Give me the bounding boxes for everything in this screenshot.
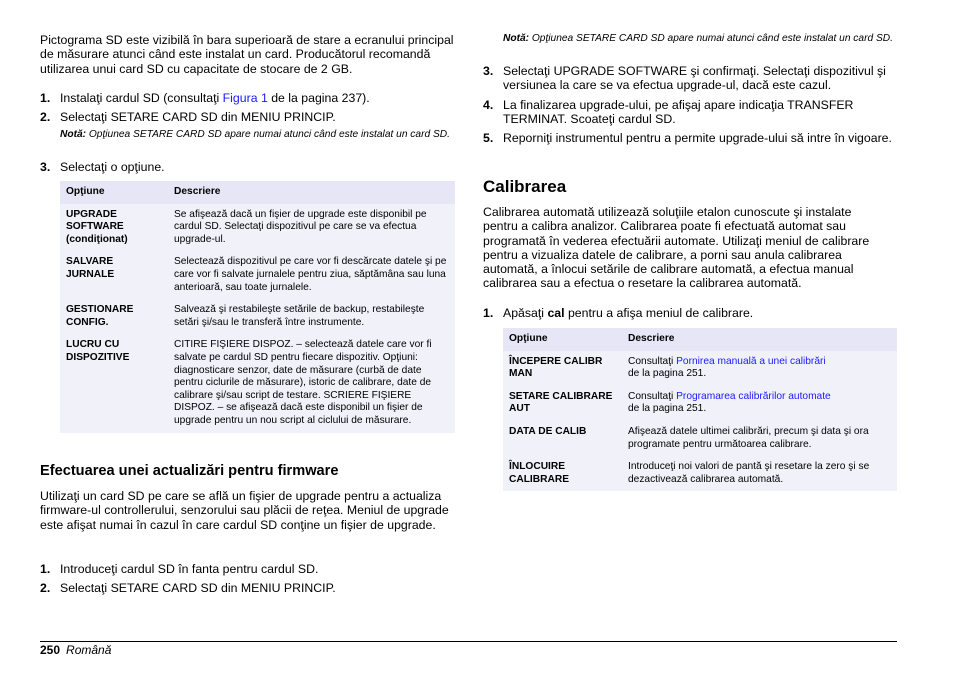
- option-name: SETARE CALIBRARE AUT: [503, 386, 622, 421]
- step-number: 3.: [40, 160, 51, 174]
- step-select-option: [40, 160, 455, 174]
- option-description: Selectează dispozitivul pe care vor fi descărcate datele şi pe care vor fi salvate jurnalele pentru ziua, săptămâna sau luna anterioară, sau toate jurnalele.: [168, 251, 455, 299]
- table-header-row: [503, 328, 897, 351]
- calibration-heading: Calibrarea: [483, 177, 567, 196]
- sd-intro-paragraph: Pictograma SD este vizibilă în bara superioară de stare a ecranului principal de măsurare atunci când este instalat un card. Producătorul recomandă utilizarea unui card SD cu capacitate de stocare de 2 GB.: [40, 33, 454, 76]
- table-row: [60, 299, 455, 334]
- table-header-option: Opţiune: [503, 328, 622, 351]
- option-name: ÎNLOCUIRE CALIBRARE: [503, 456, 622, 491]
- step-number: 5.: [483, 131, 494, 145]
- option-name: SALVARE JURNALE: [60, 251, 168, 299]
- step-text: Introduceţi cardul SD în fanta pentru cardul SD.: [60, 562, 319, 576]
- step-text: Apăsaţi: [503, 306, 548, 320]
- step-number: 1.: [40, 91, 51, 105]
- calibration-intro-paragraph: Calibrarea automată utilizează soluţiile etalon cunoscute şi instalate pentru a calibra analizor. Calibrarea poate fi efectuată automat sau programată în vederea efectuării automate. Utilizaţi meniul de calibrare pentru a vizualiza datele de calibrare, a porni sau anula calibrarea automată, a înlocui setările de calibrare automată, a efectua manual calibrarea sau a efectua o resetare la calibrarea automată.: [483, 205, 870, 291]
- footer-divider: [40, 641, 897, 642]
- option-name: ÎNCEPERE CALIBR MAN: [503, 351, 622, 386]
- description-prefix: Consultaţi: [628, 355, 677, 367]
- calibration-options-table: [503, 328, 897, 491]
- fw-step-select-sd-setup: [40, 581, 455, 595]
- option-description: Salvează şi restabileşte setările de backup, restabileşte setări şi/sau le transferă între instrumente.: [168, 299, 455, 334]
- option-description: [622, 351, 897, 386]
- description-suffix: de la pagina 251.: [628, 403, 707, 415]
- option-description: Afişează datele ultimei calibrări, precum şi data şi ora programate pentru următoarea calibrare.: [622, 421, 897, 456]
- fw-step-select-upgrade: [483, 64, 897, 93]
- table-header-option: Opţiune: [60, 181, 168, 204]
- step-text: Instalaţi cardul SD (consultaţi: [60, 91, 223, 105]
- step-text: La finalizarea upgrade-ului, pe afişaj apare indicaţia TRANSFER TERMINAT. Scoateţi cardul SD.: [503, 98, 854, 127]
- table-row: [503, 456, 897, 491]
- note-text: Opţiunea SETARE CARD SD apare numai atunci când este instalat un card SD.: [86, 129, 450, 140]
- table-header-description: Descriere: [168, 181, 455, 204]
- step-select-sd-setup: [40, 110, 455, 124]
- fw-step-insert-card: [40, 562, 455, 576]
- note-label: Notă:: [503, 33, 530, 44]
- step-text: Selectaţi UPGRADE SOFTWARE şi confirmaţi. Selectaţi dispozitivul şi versiunea la care se va efectua upgrade-ul, dacă este cazul.: [503, 64, 886, 93]
- page-number: 250: [40, 643, 61, 657]
- fw-step-restart: [483, 131, 897, 145]
- note-sd-option: [60, 129, 455, 142]
- table-row: [503, 421, 897, 456]
- table-row: [503, 351, 897, 386]
- firmware-subheading: Efectuarea unei actualizări pentru firmware: [40, 463, 339, 479]
- option-description: CITIRE FIŞIERE DISPOZ. – selectează datele care vor fi salvate pe cardul SD pentru fiecare dispozitiv. Opţiuni: diagnosticare senzor, date de măsurare (curbă de date pentru ciclurile de măsurare), istoric de calibrare, date de calibrare şi/sau script de testare. SCRIERE FIŞIERE DISPOZ. – se afişează dacă este disponibil un fişier de upgrade pentru un nou script al ciclului de măsurare.: [168, 334, 455, 432]
- step-text: Selectaţi SETARE CARD SD din MENIU PRINCIP.: [60, 581, 336, 595]
- note-label: Notă:: [60, 129, 87, 140]
- step-number: 3.: [483, 64, 494, 78]
- step-install-sd: [40, 91, 455, 105]
- step-text: Reporniţi instrumentul pentru a permite upgrade-ului să intre în vigoare.: [503, 131, 892, 145]
- step-number: 2.: [40, 110, 51, 124]
- sd-options-table: [60, 181, 455, 433]
- note-text: Opţiunea SETARE CARD SD apare numai atunci când este instalat un card SD.: [529, 33, 893, 44]
- step-text: Selectaţi SETARE CARD SD din MENIU PRINCIP.: [60, 110, 336, 124]
- fw-step-transfer-done: [483, 98, 897, 127]
- manual-calibration-link[interactable]: Pornirea manuală a unei calibrări: [676, 355, 826, 367]
- option-description: Se afişează dacă un fişier de upgrade este disponibil pe cardul SD. Selectaţi dispozitivul pe care se va efectua upgrade-ul.: [168, 204, 455, 252]
- step-number: 1.: [483, 306, 494, 320]
- note-sd-option: [503, 33, 897, 46]
- table-row: [60, 334, 455, 432]
- step-number: 1.: [40, 562, 51, 576]
- description-prefix: Consultaţi: [628, 390, 677, 402]
- cal-step-press-cal: [483, 306, 897, 320]
- table-header-description: Descriere: [622, 328, 897, 351]
- step-number: 4.: [483, 98, 494, 112]
- step-text: Selectaţi o opţiune.: [60, 160, 165, 174]
- option-description: [622, 386, 897, 421]
- option-description: Introduceţi noi valori de pantă şi resetare la zero şi se dezactivează calibrarea automată.: [622, 456, 897, 491]
- option-name: GESTIONARE CONFIG.: [60, 299, 168, 334]
- cal-key-label: cal: [547, 306, 565, 320]
- footer-language: Română: [66, 643, 112, 657]
- table-row: [60, 251, 455, 299]
- firmware-intro-paragraph: Utilizaţi un card SD pe care se află un fişier de upgrade pentru a actualiza firmware-ul controllerului, senzorului sau plăcii de reţea. Meniul de upgrade este afişat numai în cazul în care cardul SD conţine un fişier de upgrade.: [40, 489, 449, 532]
- auto-calibration-link[interactable]: Programarea calibrărilor automate: [676, 390, 831, 402]
- page-footer: [40, 643, 111, 657]
- step-text-suffix: de la pagina 237).: [267, 91, 370, 105]
- option-name: UPGRADE SOFTWARE (condiţionat): [60, 204, 168, 252]
- table-row: [503, 386, 897, 421]
- figure-link[interactable]: Figura 1: [222, 91, 268, 105]
- step-text-suffix: pentru a afişa meniul de calibrare.: [564, 306, 754, 320]
- table-header-row: [60, 181, 455, 204]
- table-row: [60, 204, 455, 252]
- description-suffix: de la pagina 251.: [628, 368, 707, 380]
- option-name: LUCRU CU DISPOZITIVE: [60, 334, 168, 432]
- step-number: 2.: [40, 581, 51, 595]
- option-name: DATA DE CALIB: [503, 421, 622, 456]
